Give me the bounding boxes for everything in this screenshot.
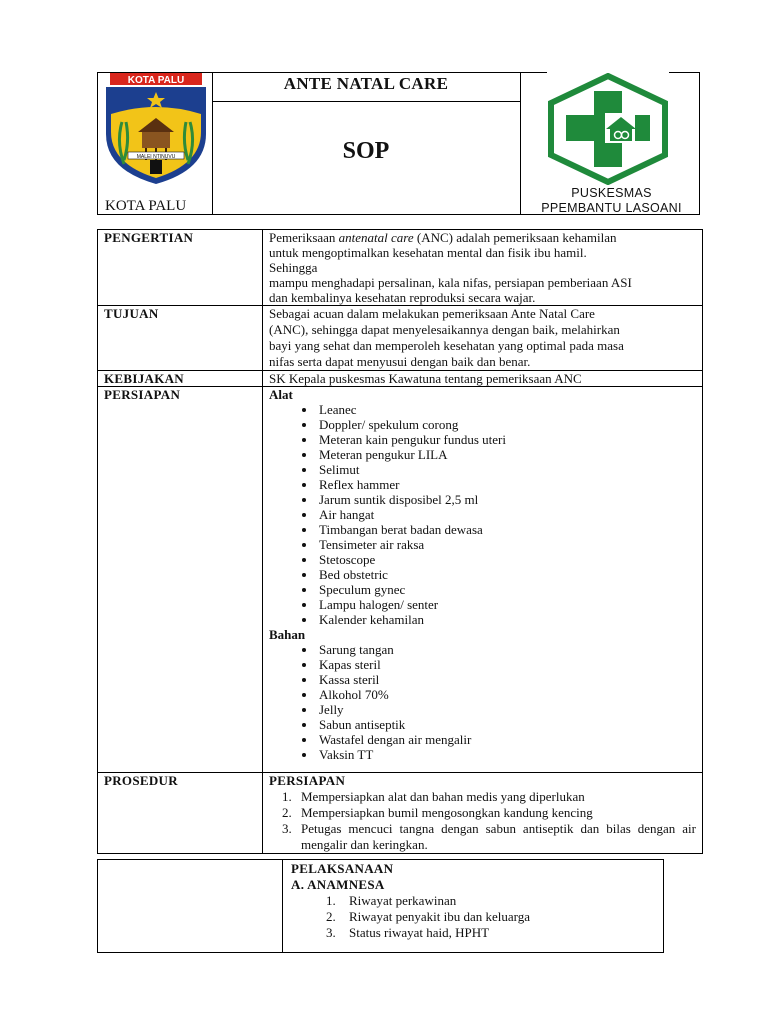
row-pelaksanaan: [98, 860, 664, 953]
document-title: ANTE NATAL CARE: [283, 74, 449, 93]
tujuan-line-2: (ANC), sehingga dapat menyelesaikannya dengan baik, melahirkan: [269, 322, 620, 337]
alat-item: • Reflex hammer: [317, 477, 696, 492]
row-kebijakan: [98, 371, 703, 387]
bahan-item: • Vaksin TT: [317, 747, 696, 762]
pengertian-label: PENGERTIAN: [98, 230, 263, 306]
tujuan-line-4: nifas serta dapat menyusui dengan baik dan benar.: [269, 354, 531, 369]
pengertian-line-4: mampu menghadapi persalinan, kala nifas, persiapan pemberiaan ASI: [269, 275, 632, 290]
alat-item: • Kalender kehamilan: [317, 612, 696, 627]
pengertian-content: [263, 230, 703, 306]
alat-item: • Leanec: [317, 402, 696, 417]
alat-item: • Meteran pengukur LILA: [317, 447, 696, 462]
anamnesa-item: 1. Riwayat perkawinan: [339, 893, 662, 909]
alat-item: • Bed obstetric: [317, 567, 696, 582]
bahan-list: [269, 642, 696, 762]
puskesmas-label: PUSKESMAS: [571, 186, 652, 200]
puskesmas-logo: [546, 73, 670, 185]
row-prosedur: [98, 773, 703, 854]
prosedur-item: 3. Petugas mencuci tangna dengan sabun antiseptik dan bilas dengan air mengalir dan keringkan.: [295, 821, 696, 853]
crest-banner-text: KOTA PALU: [127, 75, 185, 86]
persiapan-content: [263, 387, 703, 773]
prosedur-item: 2. Mempersiapkan bumil mengosongkan kandung kencing: [295, 805, 696, 821]
sop-table: [97, 229, 703, 854]
puskesmas-name: PPEMBANTU LASOANI: [541, 201, 682, 215]
alat-item: • Speculum gynec: [317, 582, 696, 597]
pengertian-line-5: dan kembalinya kesehatan reproduksi secara wajar.: [269, 290, 536, 305]
alat-item: • Tensimeter air raksa: [317, 537, 696, 552]
kebijakan-content: SK Kepala puskesmas Kawatuna tentang pemeriksaan ANC: [263, 371, 703, 387]
continuation-table: [97, 859, 664, 953]
kota-palu-crest-logo: [102, 72, 208, 188]
pelaksanaan-heading: PELAKSANAAN: [291, 861, 394, 876]
tujuan-content: [263, 306, 703, 371]
bahan-item: • Sarung tangan: [317, 642, 696, 657]
document-type: SOP: [342, 138, 390, 164]
alat-list: [269, 402, 696, 627]
anamnesa-item: 2. Riwayat penyakit ibu dan keluarga: [339, 909, 662, 925]
alat-item: • Timbangan berat badan dewasa: [317, 522, 696, 537]
alat-item: • Lampu halogen/ senter: [317, 597, 696, 612]
alat-heading: Alat: [269, 387, 293, 402]
prosedur-item: 1. Mempersiapkan alat dan bahan medis yang diperlukan: [295, 789, 696, 805]
anamnesa-item: 3. Status riwayat haid, HPHT: [339, 925, 662, 941]
row-tujuan: [98, 306, 703, 371]
kebijakan-label: KEBIJAKAN: [98, 371, 263, 387]
tujuan-label: TUJUAN: [98, 306, 263, 371]
alat-item: • Selimut: [317, 462, 696, 477]
pengertian-line-3: Sehingga: [269, 260, 318, 275]
persiapan-label: PERSIAPAN: [98, 387, 263, 773]
row-pengertian: [98, 230, 703, 306]
alat-item: • Meteran kain pengukur fundus uteri: [317, 432, 696, 447]
bahan-item: • Jelly: [317, 702, 696, 717]
pengertian-line-2: untuk mengoptimalkan kesehatan mental dan fisik ibu hamil.: [269, 245, 587, 260]
anamnesa-heading: A. ANAMNESA: [291, 877, 385, 892]
prosedur-list: [269, 789, 696, 853]
pelaksanaan-label-cell: [98, 860, 283, 953]
bahan-item: • Kapas steril: [317, 657, 696, 672]
tujuan-line-1: Sebagai acuan dalam melakukan pemeriksaan Ante Natal Care: [269, 306, 595, 321]
prosedur-label: PROSEDUR: [98, 773, 263, 854]
tujuan-line-3: bayi yang sehat dan memperoleh kesehatan yang optimal pada masa: [269, 338, 624, 353]
pelaksanaan-content: [283, 860, 664, 953]
bahan-item: • Sabun antiseptik: [317, 717, 696, 732]
row-persiapan: [98, 387, 703, 773]
bahan-item: • Kassa steril: [317, 672, 696, 687]
bahan-item: • Wastafel dengan air mengalir: [317, 732, 696, 747]
alat-item: • Stetoscope: [317, 552, 696, 567]
alat-item: • Doppler/ spekulum corong: [317, 417, 696, 432]
alat-item: • Jarum suntik disposibel 2,5 ml: [317, 492, 696, 507]
prosedur-heading: PERSIAPAN: [269, 773, 346, 788]
pengertian-line-1: Pemeriksaan antenatal care (ANC) adalah pemeriksaan kehamilan: [269, 230, 617, 245]
bahan-heading: Bahan: [269, 627, 306, 642]
anamnesa-list: [291, 893, 662, 941]
crest-ribbon-text: MALEI NTINUVU: [136, 154, 176, 160]
prosedur-content: [263, 773, 703, 854]
alat-item: • Air hangat: [317, 507, 696, 522]
bahan-item: • Alkohol 70%: [317, 687, 696, 702]
kota-palu-label: KOTA PALU: [105, 198, 187, 214]
